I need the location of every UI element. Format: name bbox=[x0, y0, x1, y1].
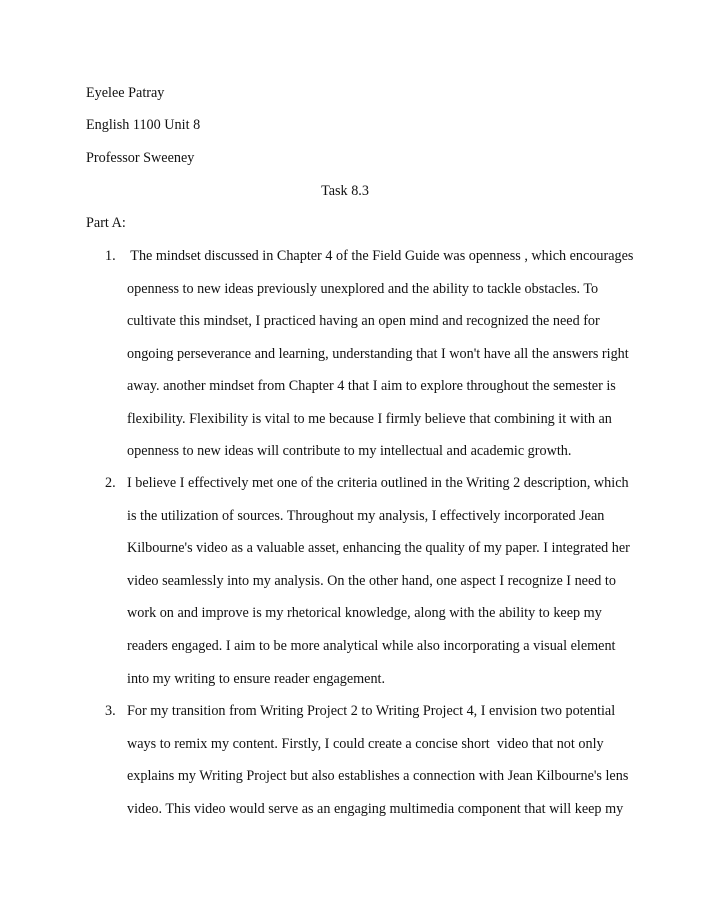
list-item-line: For my transition from Writing Project 2 to Writing Project 4, I envision two potential bbox=[127, 703, 616, 719]
course-name: English 1100 Unit 8 bbox=[86, 117, 201, 133]
list-item-line: openness to new ideas will contribute to my intellectual and academic growth. bbox=[127, 443, 572, 459]
document-title: Task 8.3 bbox=[321, 183, 369, 199]
list-item-line: away. another mindset from Chapter 4 that I aim to explore throughout the semester is bbox=[127, 378, 616, 394]
list-item-number: 3. bbox=[105, 703, 116, 719]
list-item-line: ways to remix my content. Firstly, I could create a concise short video that not only bbox=[127, 736, 604, 752]
list-item-line: openness to new ideas previously unexplored and the ability to tackle obstacles. To bbox=[127, 281, 599, 297]
list-item-line: is the utilization of sources. Throughout my analysis, I effectively incorporated Jean bbox=[127, 508, 605, 524]
part-label: Part A: bbox=[86, 215, 126, 231]
list-item-line: explains my Writing Project but also establishes a connection with Jean Kilbourne's lens bbox=[127, 768, 629, 784]
list-item-line: ongoing perseverance and learning, understanding that I won't have all the answers right bbox=[127, 346, 629, 362]
list-item-line: Kilbourne's video as a valuable asset, enhancing the quality of my paper. I integrated her bbox=[127, 540, 630, 556]
list-item-line: readers engaged. I aim to be more analytical while also incorporating a visual element bbox=[127, 638, 616, 654]
list-item-line: The mindset discussed in Chapter 4 of the Field Guide was openness , which encourages bbox=[127, 248, 634, 264]
list-item-line: flexibility. Flexibility is vital to me because I firmly believe that combining it with an bbox=[127, 411, 612, 427]
list-item-line: work on and improve is my rhetorical knowledge, along with the ability to keep my bbox=[127, 605, 602, 621]
list-item-line: cultivate this mindset, I practiced having an open mind and recognized the need for bbox=[127, 313, 600, 329]
list-item-line: video. This video would serve as an engaging multimedia component that will keep my bbox=[127, 801, 624, 817]
professor-name: Professor Sweeney bbox=[86, 150, 195, 166]
author-name: Eyelee Patray bbox=[86, 85, 165, 101]
list-item-line: I believe I effectively met one of the criteria outlined in the Writing 2 description, which bbox=[127, 475, 629, 491]
list-item-line: into my writing to ensure reader engagement. bbox=[127, 671, 386, 687]
list-item-line: video seamlessly into my analysis. On the other hand, one aspect I recognize I need to bbox=[127, 573, 616, 589]
list-item-number: 1. bbox=[105, 248, 116, 264]
list-item-number: 2. bbox=[105, 475, 116, 491]
